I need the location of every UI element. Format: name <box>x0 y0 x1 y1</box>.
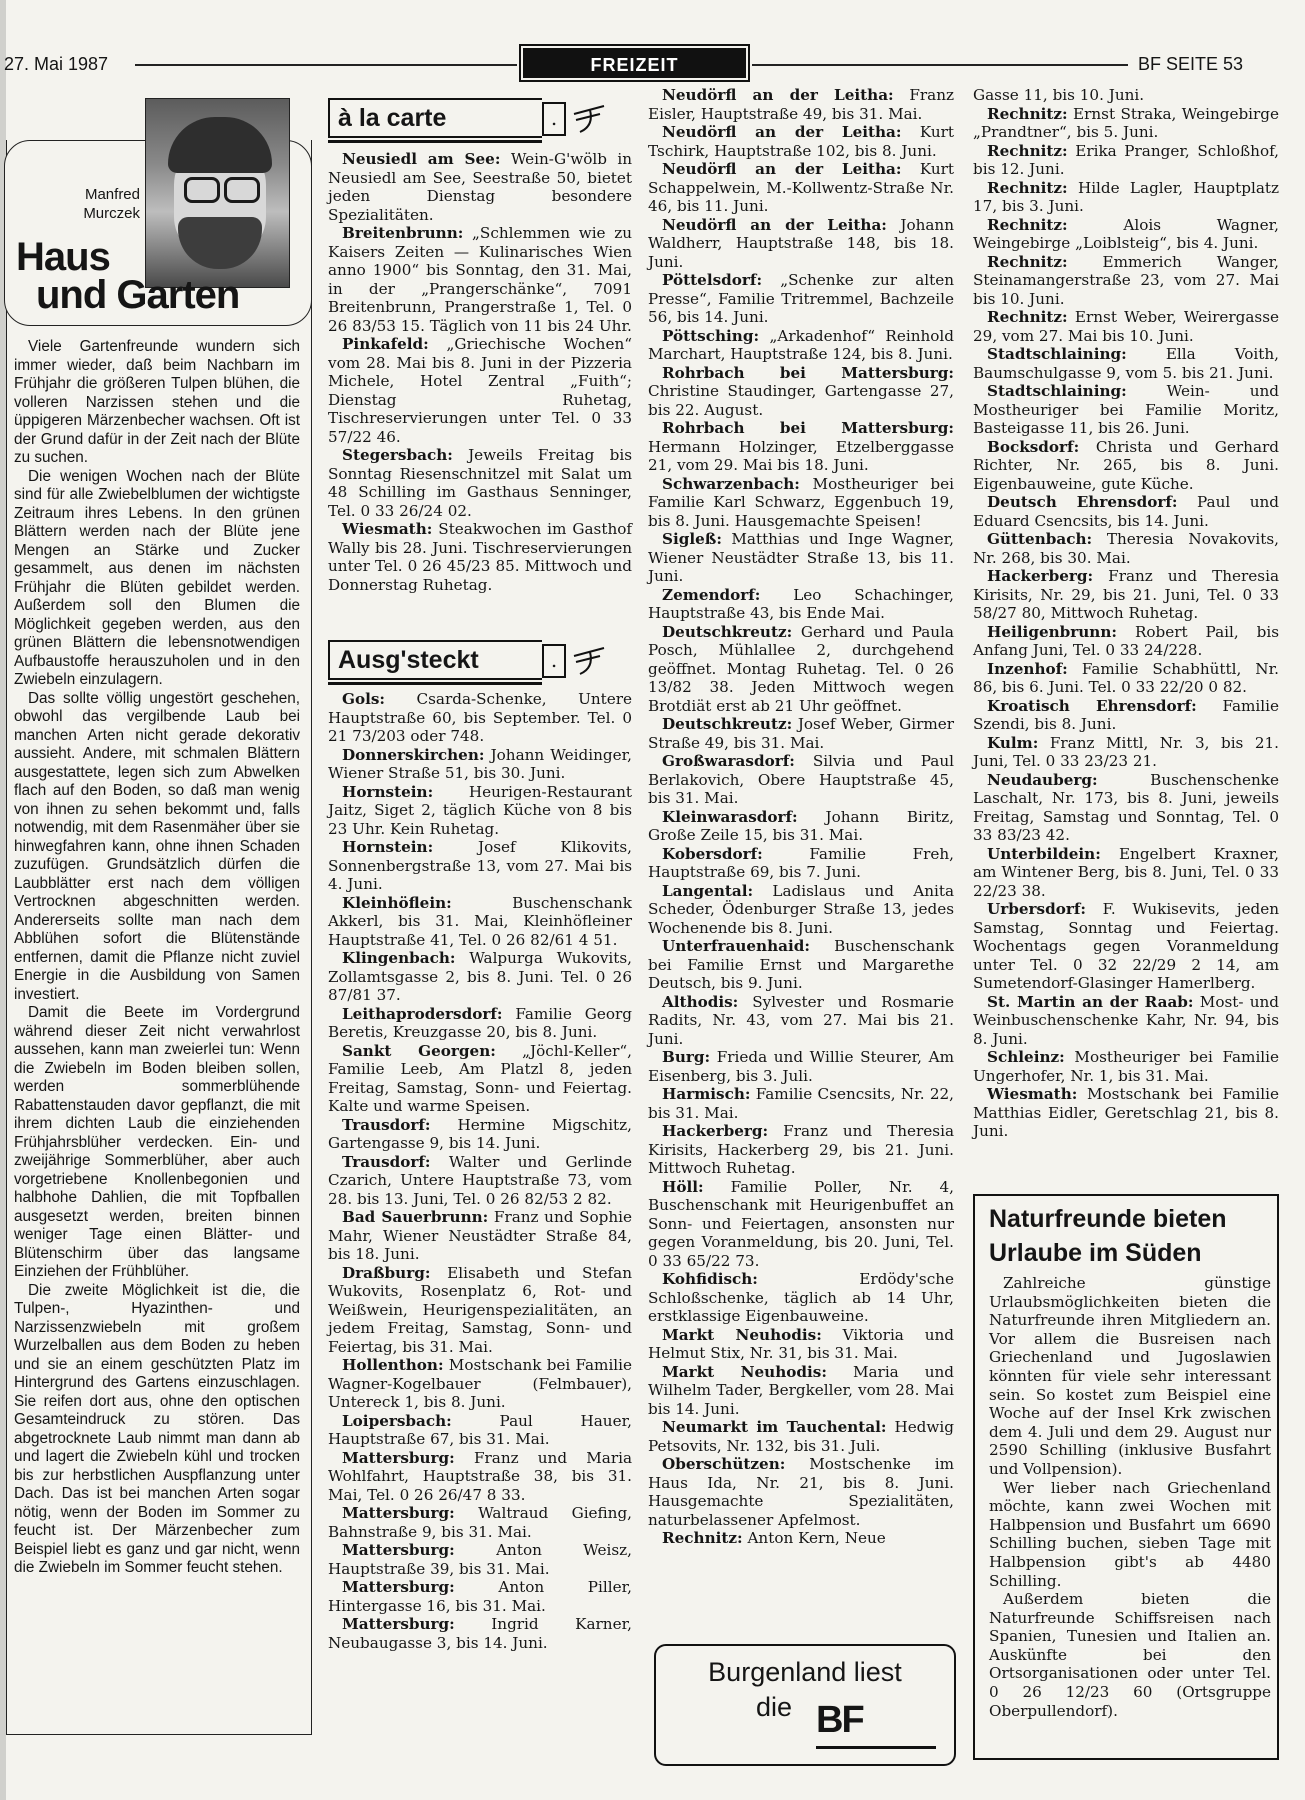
list-item: Klingenbach: Walpurga Wukovits, Zollamtsgasse 2, bis 8. Juni. Tel. 0 26 87/81 37. <box>328 949 632 1004</box>
list-item: Markt Neuhodis: Viktoria und Helmut Stix, Nr. 31, bis 31. Mai. <box>648 1325 954 1362</box>
list-item: Bocksdorf: Christa und Gerhard Richter, Nr. 265, bis 8. Juni. Eigenbauweine, gute Küche. <box>973 437 1279 493</box>
list-item: Sankt Georgen: „Jöchl-Keller“, Familie Leeb, Am Platzl 8, jeden Freitag, Samstag, Sonn- und Feiertag. Kalte und warme Speisen. <box>328 1041 632 1115</box>
article-paragraph: Viele Gartenfreunde wundern sich immer wieder, daß beim Nachbarn im Frühjahr die größeren Tulpen blühen, die volleren Narzissen stehen und die üppigeren Märzenbecher wachsen. Oft ist der Grund dafür in der Zeit nach der Blüte zu suchen. <box>14 338 300 466</box>
list-item: Hackerberg: Franz und Theresia Kirisits, Nr. 29, bis 21. Juni, Tel. 0 33 58/27 80, Mittwoch Ruhetag. <box>973 567 1279 622</box>
list-item: Donnerskirchen: Johann Weidinger, Wiener Straße 51, bis 30. Juni. <box>328 745 632 782</box>
list-item: Neusiedl am See: Wein-G'wölb in Neusiedl am See, Seestraße 50, bietet jeden Dienstag besondere Spezialitäten. <box>328 150 632 224</box>
list-item: Großwarasdorf: Silvia und Paul Berlakovich, Obere Hauptstraße 45, bis 31. Mai. <box>648 752 955 807</box>
list-item: Leithaprodersdorf: Familie Georg Beretis, Kreuzgasse 20, bis 8. Juni. <box>328 1004 632 1041</box>
naturfreunde-paragraph: Außerdem bieten die Naturfreunde Schiffsreisen nach Spanien, Tunesien und Italien an. Auskünfte bei den Ortsorganisationen oder unter Tel. 0 26 12/23 60 (Ortsgruppe Oberpullendorf). <box>989 1590 1271 1720</box>
list-item: Gols: Csarda-Schenke, Untere Hauptstraße 60, bis September. Tel. 0 21 73/203 oder 748. <box>328 690 632 745</box>
list-item: Wiesmath: Steakwochen im Gasthof Wally bis 28. Juni. Tischreservierungen unter Tel. 0 26 45/23 85. Mittwoch und Donnerstag Ruhetag. <box>328 520 633 594</box>
list-item: Rechnitz: Alois Wagner, Weingebirge „Loiblsteig“, bis 4. Juni. <box>973 215 1280 252</box>
naturfreunde-paragraph: Zahlreiche günstige Urlaubsmöglichkeiten bieten die Naturfreunde ihren Mitgliedern an. Vor allem die Busreisen nach Griechenland und Jugoslawien könnten für viele sehr interessant sein. So kostet zum Beispiel eine Woche auf der Insel Krk zwischen dem 4. Juli und dem 29. August nur 2590 Schilling (inklusive Busfahrt und Vollpension). <box>989 1274 1271 1478</box>
list-item: Heiligenbrunn: Robert Pail, bis Anfang Juni, Tel. 0 33 24/228. <box>973 622 1279 659</box>
list-item: Rechnitz: Erika Pranger, Schloßhof, bis 12. Juni. <box>973 141 1279 178</box>
section-label: FREIZEIT <box>523 48 746 78</box>
article-paragraph: Das sollte völlig ungestört geschehen, obwohl das vergilbende Laub bei manchen Arten nicht gerade dekorativ aussieht. Andere, mit schmalen Blättern ausgestattete, legen sich zum Abwelken flach auf den Boden, so daß man wenig von ihnen zu sehen bekommt und, falls notwendig, mit dem Rasenmäher über sie hinwegfahren kann, ohne ihnen Schaden zuzufügen. Grundsätzlich dürfen die Laubblätter erst nach dem völligen Vertrocknen abgeschnitten werden. Andererseits sollte man nach dem Abblühen sofort die Blütenstände entfernen, damit die Pflanze nicht zuviel Energie in die Ausbildung von Samen investiert. <box>14 689 300 1003</box>
list-item: Unterbildein: Engelbert Kraxner, am Wintener Berg, bis 8. Juni, Tel. 0 33 22/23 38. <box>973 844 1279 900</box>
article-title-line1: Haus <box>16 235 110 279</box>
list-item: Wiesmath: Mostschank bei Familie Matthias Eidler, Geretschlag 21, bis 8. Juni. <box>973 1085 1279 1140</box>
list-item: Hornstein: Josef Klikovits, Sonnenbergstraße 13, vom 27. Mai bis 4. Juni. <box>328 838 632 893</box>
list-item: Neudauberg: Buschenschenke Laschalt, Nr. 173, bis 8. Juni, jeweils Freitag, Samstag und Sonntag, Tel. 0 33 83/23 42. <box>973 770 1279 844</box>
author-byline <box>58 185 140 223</box>
list-item: Hornstein: Heurigen-Restaurant Jaitz, Siget 2, täglich Küche von 8 bis 23 Uhr. Kein Ruhetag. <box>328 782 632 838</box>
list-item: Draßburg: Elisabeth und Stefan Wukovits, Rosenplatz 6, Rot- und Weißwein, Heurigenspezialitäten, an jedem Freitag, Samstag, Sonn- und Feiertag, bis 31. Mai. <box>328 1263 632 1356</box>
list-item: Kroatisch Ehrensdorf: Familie Szendi, bis 8. Juni. <box>973 696 1279 733</box>
list-item: Bad Sauerbrunn: Franz und Sophie Mahr, Wiener Neustädter Straße 84, bis 18. Juni. <box>328 1208 632 1263</box>
list-item: Pöttelsdorf: „Schenke zur alten Presse“, Familie Tritremmel, Bachzeile 56, bis 14. Juni. <box>648 271 954 326</box>
list-item: Oberschützen: Mostschenke im Haus Ida, Nr. 21, bis 8. Juni. Hausgemachte Spezialitäten, naturbelassener Apfelmost. <box>648 1455 954 1529</box>
list-item: Urbersdorf: F. Wukisevits, jeden Samstag, Sonntag und Feiertag. Wochentags gegen Voranmeldung unter Tel. 0 32 22/29 2 14, am Sumetendorf-Glasinger Hamerlberg. <box>973 900 1280 992</box>
list-item: Höll: Familie Poller, Nr. 4, Buschenschank mit Heurigenbuffet an Sonn- und Feiertagen, ansonsten nur gegen Voranmeldung, bis 20. Juni, Tel. 0 33 65/22 73. <box>648 1177 954 1270</box>
list-item: Kobersdorf: Familie Freh, Hauptstraße 69, bis 7. Juni. <box>648 844 954 881</box>
author-first-name: Manfred <box>84 186 140 203</box>
list-item: Mattersburg: Anton Piller, Hintergasse 16, bis 31. Mai. <box>328 1578 632 1615</box>
list-item: St. Martin an der Raab: Most- und Weinbuschenschenke Kahr, Nr. 94, bis 8. Juni. <box>973 992 1279 1048</box>
ausgsteckt-rule <box>328 682 542 685</box>
list-item: Rechnitz: Ernst Straka, Weingebirge „Prandtner“, bis 5. Juni. <box>973 104 1279 141</box>
article-paragraph: Die wenigen Wochen nach der Blüte sind für alle Zwiebelblumen der wichtigste Zeitraum ihres Lebens. In den grünen Blättern werden nach der Blüte jene Mengen an Stärke und Zucker gesammelt, aus denen im nächsten Frühjahr die Blüten gebildet werden. Außerdem soll den Blumen die Möglichkeit gegeben werden, aus den grünen Blättern die lebensnotwendigen Aufbaustoffe herauszuholen und in den Zwiebeln einzulagern. <box>14 467 300 688</box>
list-item: Stegersbach: Jeweils Freitag bis Sonntag Riesenschnitzel mit Salat um 48 Schilling im Gasthaus Senninger, Tel. 0 33 26/24 02. <box>328 446 633 520</box>
list-item: Neudörfl an der Leitha: Johann Waldherr, Hauptstraße 148, bis 18. Juni. <box>648 215 954 271</box>
alacarte-list <box>328 150 632 594</box>
list-item: Trausdorf: Hermine Migschitz, Gartengasse 9, bis 14. Juni. <box>328 1115 632 1152</box>
fork-hook-icon <box>570 100 610 136</box>
list-item: Kulm: Franz Mittl, Nr. 3, bis 21. Juni, Tel. 0 33 23/23 21. <box>973 733 1279 770</box>
list-item: Pinkafeld: „Griechische Wochen“ vom 28. Mai bis 8. Juni in der Pizzeria Michele, Hotel Zentral „Fuith“; Dienstag Ruhetag, Tischreservierungen unter Tel. 0 33 57/22 46. <box>328 335 632 446</box>
list-item: Deutschkreutz: Josef Weber, Girmer Straße 49, bis 31. Mai. <box>648 715 954 752</box>
list-item: Mattersburg: Ingrid Karner, Neubaugasse 3, bis 14. Juni. <box>328 1615 632 1652</box>
list-item: Rechnitz: Ernst Weber, Weirergasse 29, vom 27. Mai bis 10. Juni. <box>973 308 1280 345</box>
alacarte-header <box>328 98 628 138</box>
ausgsteckt-title: Ausg'steckt <box>328 640 542 680</box>
list-item: Markt Neuhodis: Maria und Wilhelm Tader, Bergkeller, vom 28. Mai bis 14. Juni. <box>648 1362 955 1418</box>
list-item: Rohrbach bei Mattersburg: Hermann Holzinger, Etzelberggasse 21, vom 29. Mai bis 18. Juni. <box>648 419 954 474</box>
naturfreunde-box <box>973 1194 1279 1760</box>
photo-glasses-right <box>224 177 260 203</box>
list-item: Burg: Frieda und Willie Steurer, Am Eisenberg, bis 3. Juli. <box>648 1048 954 1085</box>
list-item: Rechnitz: Hilde Lagler, Hauptplatz 17, bis 3. Juni. <box>973 178 1279 215</box>
list-item: Kleinwarasdorf: Johann Biritz, Große Zeile 15, bis 31. Mai. <box>648 807 955 844</box>
advert-line1: Burgenland liest <box>708 1657 902 1687</box>
list-item: Deutschkreutz: Gerhard und Paula Posch, Mühlallee 2, durchgehend geöffnet. Montag Ruhetag. Tel. 0 26 13/82 38. Jeden Mittwoch wegen Brotdiät erst ab 21 Uhr geöffnet. <box>648 622 954 715</box>
page-number: BF SEITE 53 <box>1138 54 1244 74</box>
photo-hair <box>168 117 272 173</box>
list-item: Breitenbrunn: „Schlemmen wie zu Kaisers Zeiten — Kulinarisches Wien anno 1900“ bis Sonntag, den 31. Mai, in der „Prangerschänke“, 7091 Breitenbrunn, Prangerstraße 1, Tel. 0 26 83/53 15. Täglich von 11 bis 24 Uhr. <box>328 224 633 335</box>
naturfreunde-paragraph: Wer lieber nach Griechenland möchte, kann zwei Wochen mit Halbpension und Busfahrt um 6690 Schilling buchen, sieben Tage mit Halbpension gibt's ab 4480 Schilling. <box>989 1478 1271 1590</box>
alacarte-title: à la carte <box>328 98 542 138</box>
author-last-name: Murczek <box>83 205 140 222</box>
list-item: Hackerberg: Franz und Theresia Kirisits, Hackerberg 29, bis 21. Juni. Mittwoch Ruhetag. <box>648 1122 954 1177</box>
ausgsteckt-header <box>328 640 628 680</box>
article-paragraph: Die zweite Möglichkeit ist die, die Tulpen-, Hyazinthen- und Narzissenzwiebeln mit großem Wurzelballen aus dem Boden zu heben und sie an einem geschützten Platz im Hintergrund des Gartens einzuschlagen. Sie reifen dort aus, ohne den optischen Gesamteindruck zu stören. Das abgetrocknete Laub nimmt man dann ab und lagert die Zwiebeln kühl und trocken bis zur herbstlichen Auspflanzung unter Dach. Das ist bei manchen Arten sogar nötig, wenn der Boden im Sommer zu feucht ist. Der Märzenbecher zum Beispiel liebt es ganz und gar nicht, wenn die Zwiebeln im Sommer feucht stehen. <box>14 1281 300 1576</box>
ausgsteckt-list-col3 <box>648 86 954 1548</box>
list-item: Trausdorf: Walter und Gerlinde Czarich, Untere Hauptstraße 73, vom 28. bis 13. Juni, Tel. 0 26 82/53 2 82. <box>328 1152 632 1208</box>
list-item: Stadtschlaining: Ella Voith, Baumschulgasse 9, vom 5. bis 21. Juni. <box>973 345 1279 382</box>
list-item: Hollenthon: Mostschank bei Familie Wagner-Kogelbauer (Felmbauer), Untereck 1, bis 8. Juni. <box>328 1356 632 1411</box>
list-item: Neudörfl an der Leitha: Kurt Tschirk, Hauptstraße 102, bis 8. Juni. <box>648 123 955 160</box>
list-item: Zemendorf: Leo Schachinger, Hauptstraße 43, bis Ende Mai. <box>648 585 954 622</box>
article-title <box>16 235 316 317</box>
list-item: Neudörfl an der Leitha: Franz Eisler, Hauptstraße 49, bis 31. Mai. <box>648 86 954 123</box>
list-item: Mattersburg: Anton Weisz, Hauptstraße 39, bis 31. Mai. <box>328 1541 632 1578</box>
list-item: Schwarzenbach: Mostheuriger bei Familie Karl Schwarz, Eggenbuch 19, bis 8. Juni. Hausgemachte Speisen! <box>648 474 954 530</box>
header-rule-left <box>135 64 517 66</box>
article-title-line2: und Garten <box>36 273 240 317</box>
list-item: Langental: Ladislaus und Anita Scheder, Ödenburger Straße 13, jedes Wochenende bis 8. Juni. <box>648 881 954 937</box>
advert-line2: die <box>756 1692 793 1722</box>
article-paragraph: Damit die Beete im Vordergrund während dieser Zeit nicht verwahrlost aussehen, kann man zweierlei tun: Wenn die Zwiebeln im Boden bleiben sollen, werden sommerblühende Rabattenstauden davor gepflanzt, die mit ihrem dichten Laub die einziehenden Frühjahrsblüher verdecken. Ein- und zweijährige Sommerblüher, aber auch vorgetriebene Knollenbegonien und halbhohe Dahlien, die mit Topfballen ausgesetzt werden, breiten binnen weniger Tage einen Blätter- und Blütenschirm über das langsame Einziehen der Frühblüher. <box>14 1004 300 1280</box>
list-item: Güttenbach: Theresia Novakovits, Nr. 268, bis 30. Mai. <box>973 530 1279 567</box>
naturfreunde-title: Naturfreunde bieten Urlaube im Süden <box>989 1205 1227 1267</box>
page-header <box>0 46 1305 86</box>
list-item: Gasse 11, bis 10. Juni. <box>973 86 1145 104</box>
list-item: Rechnitz: Anton Kern, Neue <box>662 1529 886 1547</box>
list-item: Neumarkt im Tauchental: Hedwig Petsovits, Nr. 132, bis 31. Juli. <box>648 1418 954 1455</box>
list-item: Stadtschlaining: Wein- und Mostheuriger bei Familie Moritz, Basteigasse 11, bis 26. Juni. <box>973 382 1279 437</box>
list-item: Mattersburg: Waltraud Giefing, Bahnstraße 9, bis 31. Mai. <box>328 1504 633 1541</box>
list-item: Neudörfl an der Leitha: Kurt Schappelwein, M.-Kollwentz-Straße Nr. 46, bis 11. Juni. <box>648 160 955 215</box>
list-item: Kohfidisch: Erdödy'sche Schloßschenke, täglich ab 14 Uhr, erstklassige Eigenbauweine. <box>648 1270 954 1325</box>
list-item: Kleinhöflein: Buschenschank Akkerl, bis 31. Mai, Kleinhöfleiner Hauptstraße 41, Tel. 0 26 82/61 4 51. <box>328 893 632 949</box>
alacarte-rule <box>328 140 542 143</box>
list-item: Sigleß: Matthias und Inge Wagner, Wiener Neustädter Straße 13, bis 11. Juni. <box>648 530 955 585</box>
issue-date: 27. Mai 1987 <box>4 54 109 74</box>
list-item: Inzenhof: Familie Schabhüttl, Nr. 86, bis 6. Juni. Tel. 0 33 22/20 0 82. <box>973 659 1279 696</box>
ausgsteckt-list-col4 <box>973 86 1279 1141</box>
dot-icon: . <box>542 644 566 678</box>
bf-advert <box>654 1644 956 1766</box>
list-item: Althodis: Sylvester und Rosmarie Radits, Nr. 43, vom 27. Mai bis 21. Juni. <box>648 992 955 1048</box>
list-item: Pöttsching: „Arkadenhof“ Reinhold Marchart, Hauptstraße 124, bis 8. Juni. <box>648 326 954 363</box>
bf-logo-underline <box>816 1746 936 1749</box>
list-item: Harmisch: Familie Csencsits, Nr. 22, bis 31. Mai. <box>648 1085 954 1122</box>
article-body <box>14 338 300 1578</box>
ausgsteckt-list-col2 <box>328 690 632 1652</box>
photo-glasses-left <box>184 177 220 203</box>
list-item: Rechnitz: Emmerich Wanger, Steinamangerstraße 23, vom 27. Mai bis 10. Juni. <box>973 252 1279 308</box>
fork-hook-icon <box>570 642 610 678</box>
naturfreunde-body <box>989 1274 1271 1720</box>
list-item: Loipersbach: Paul Hauer, Hauptstraße 67, bis 31. Mai. <box>328 1411 632 1448</box>
list-item: Deutsch Ehrensdorf: Paul und Eduard Csencsits, bis 14. Juni. <box>973 493 1280 530</box>
header-rule-right <box>752 64 1128 66</box>
bf-logo: BF <box>816 1699 863 1741</box>
list-item: Unterfrauenhaid: Buschenschank bei Familie Ernst und Margarethe Deutsch, bis 9. Juni. <box>648 937 954 992</box>
list-item: Rohrbach bei Mattersburg: Christine Staudinger, Gartengasse 27, bis 22. August. <box>648 363 954 419</box>
list-item: Mattersburg: Franz und Maria Wohlfahrt, Hauptstraße 38, bis 31. Mai, Tel. 0 26 26/47 8 33. <box>328 1448 632 1504</box>
list-item: Schleinz: Mostheuriger bei Familie Ungerhofer, Nr. 1, bis 31. Mai. <box>973 1048 1280 1085</box>
dot-icon: . <box>542 102 566 136</box>
